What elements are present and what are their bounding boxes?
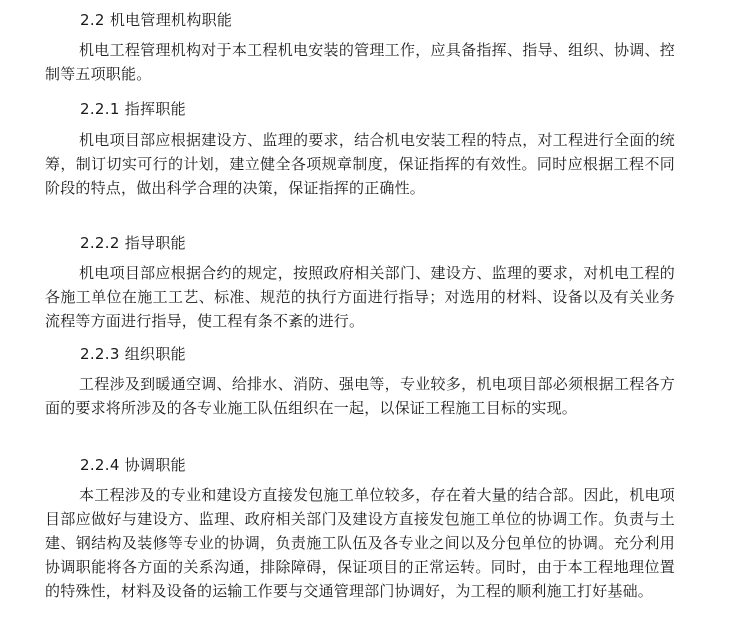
section-body-2-2: 机电工程管理机构对于本工程机电安装的管理工作，应具备指挥、指导、组织、协调、控制等五项职能。 bbox=[45, 41, 675, 83]
section-heading-2-2-4: 2.2.4 协调职能 bbox=[80, 456, 186, 474]
section-heading-2-2-2: 2.2.2 指导职能 bbox=[80, 234, 186, 252]
section-heading-2-2: 2.2 机电管理机构职能 bbox=[80, 11, 233, 29]
section-heading-2-2-1: 2.2.1 指挥职能 bbox=[80, 100, 186, 118]
section-body-2-2-2: 机电项目部应根据合约的规定，按照政府相关部门、建设方、监理的要求，对机电工程的各施工单位在施工工艺、标准、规范的执行方面进行指导；对选用的材料、设备以及有关业务流程等方面进行指导，使工程有条不紊的进行。 bbox=[45, 264, 675, 330]
section-heading-2-2-3: 2.2.3 组织职能 bbox=[80, 345, 186, 363]
section-body-2-2-3: 工程涉及到暖通空调、给排水、消防、强电等，专业较多，机电项目部必须根据工程各方面的要求将所涉及的各专业施工队伍组织在一起，以保证工程施工目标的实现。 bbox=[45, 375, 675, 417]
section-body-2-2-4: 本工程涉及的专业和建设方直接发包施工单位较多，存在着大量的结合部。因此，机电项目部应做好与建设方、监理、政府相关部门及建设方直接发包施工单位的协调工作。负责与土建、钢结构及装修等专业的协调，负责施工队伍及各专业之间以及分包单位的协调。充分利用协调职能将各方面的关系沟通，排除障碍，保证项目的正常运转。同时，由于本工程地理位置的特殊性，材料及设备的运输工作要与交通管理部门协调好，为工程的顺利施工打好基础。 bbox=[45, 486, 675, 600]
section-body-2-2-1: 机电项目部应根据建设方、监理的要求，结合机电安装工程的特点，对工程进行全面的统筹，制订切实可行的计划，建立健全各项规章制度，保证指挥的有效性。同时应根据工程不同阶段的特点，做出科学合理的决策，保证指挥的正确性。 bbox=[45, 131, 675, 197]
